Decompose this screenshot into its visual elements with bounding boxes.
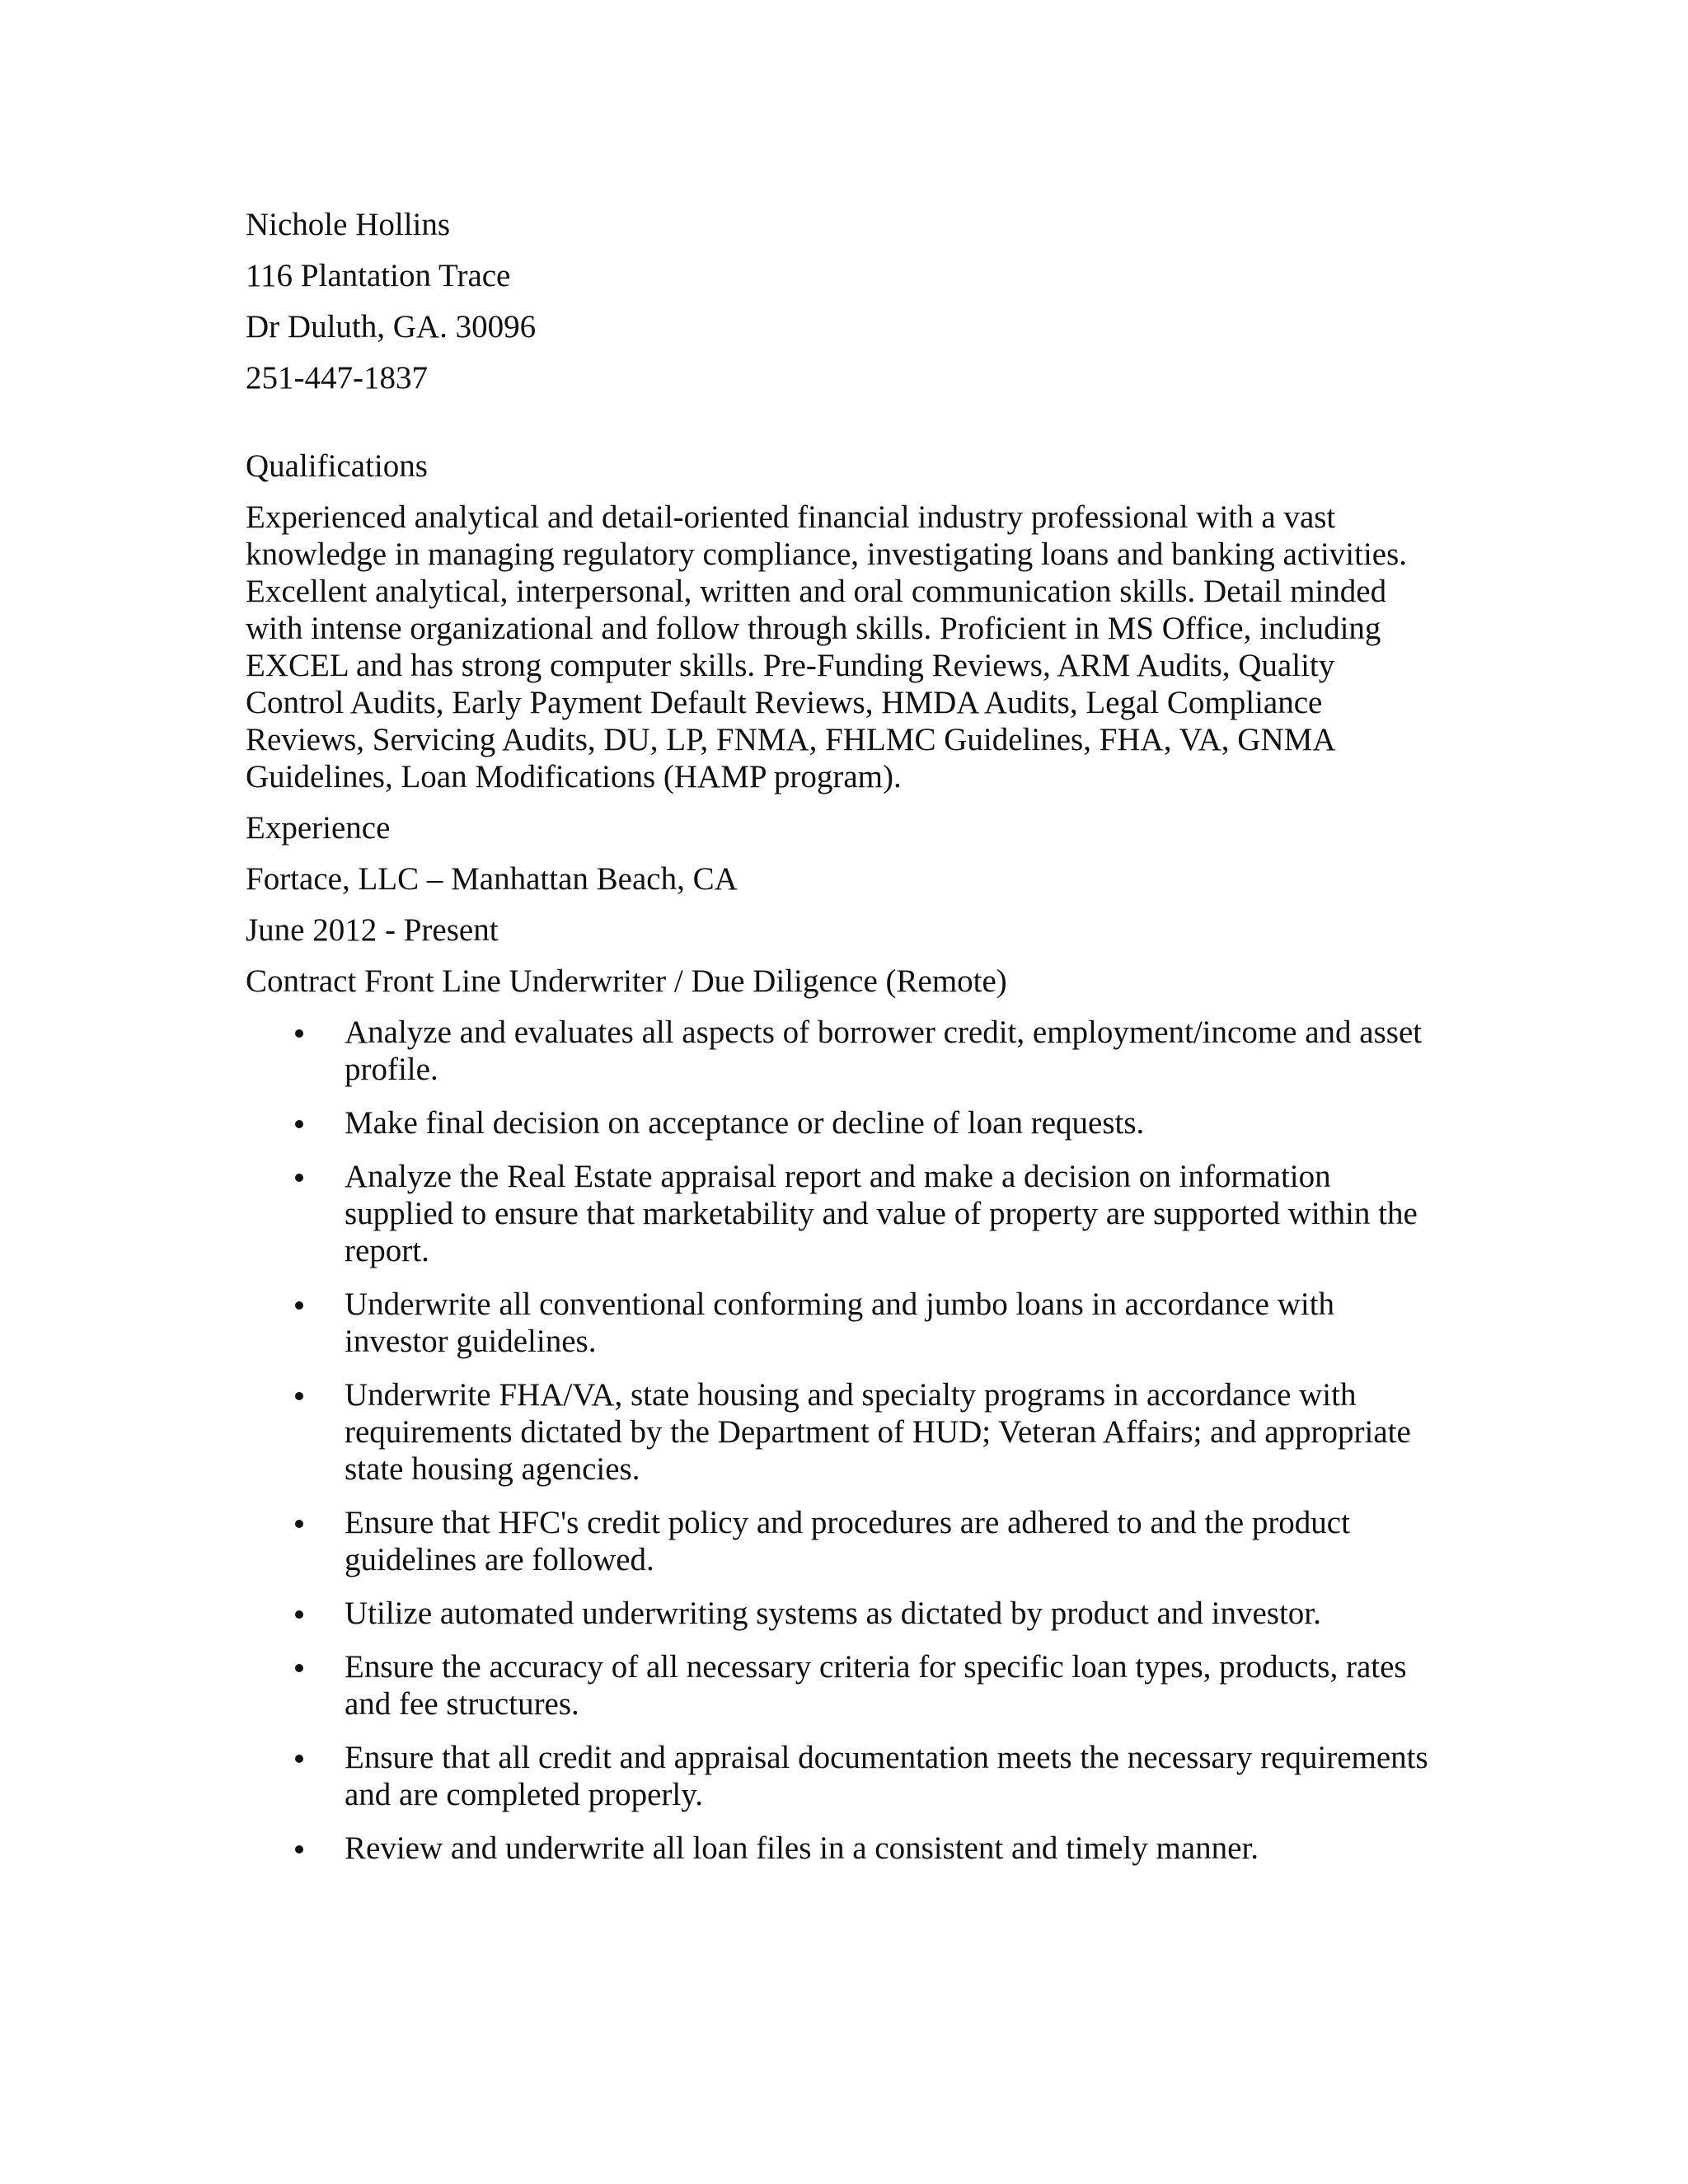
- list-item-text: Ensure that HFC's credit policy and procedures are adhered to and the product guidelines are followed.: [345, 1505, 1350, 1577]
- list-item-text: Make final decision on acceptance or decline of loan requests.: [345, 1105, 1145, 1141]
- contact-address-line2: Dr Duluth, GA. 30096: [246, 309, 537, 344]
- experience-bullet-list: [246, 1014, 1432, 1867]
- list-item-text: Ensure the accuracy of all necessary criteria for specific loan types, products, rates and fee structures.: [345, 1649, 1407, 1722]
- list-item: [246, 1286, 1432, 1360]
- list-item: [246, 1830, 1432, 1867]
- list-item-text: Ensure that all credit and appraisal documentation meets the necessary requirements and are completed properly.: [345, 1740, 1428, 1812]
- list-item: [246, 1739, 1432, 1813]
- list-item-text: Utilize automated underwriting systems as dictated by product and investor.: [345, 1596, 1321, 1631]
- qualifications-heading: Qualifications: [246, 448, 428, 484]
- list-item-text: Analyze and evaluates all aspects of borrower credit, employment/income and asset profile.: [345, 1015, 1423, 1087]
- list-item: [246, 1104, 1432, 1141]
- list-item: [246, 1158, 1432, 1269]
- list-item: [246, 1376, 1432, 1488]
- contact-address-line1: 116 Plantation Trace: [246, 258, 511, 293]
- bullet-icon: [295, 1664, 303, 1672]
- contact-phone: 251-447-1837: [246, 360, 428, 396]
- bullet-icon: [295, 1120, 303, 1128]
- list-item: [246, 1595, 1432, 1632]
- bullet-icon: [295, 1174, 303, 1182]
- list-item-text: Underwrite FHA/VA, state housing and specialty programs in accordance with requirements dictated by the Department of HUD; Veteran Affairs; and appropriate state housing agencies.: [345, 1377, 1411, 1487]
- list-item-text: Analyze the Real Estate appraisal report and make a decision on information supplied to ensure that marketability and value of property are supported within the report.: [345, 1159, 1418, 1268]
- bullet-icon: [295, 1520, 303, 1528]
- list-item: [246, 1648, 1432, 1722]
- bullet-icon: [295, 1845, 303, 1854]
- experience-company: Fortace, LLC – Manhattan Beach, CA: [246, 861, 738, 897]
- bullet-icon: [295, 1392, 303, 1400]
- experience-dates: June 2012 - Present: [246, 912, 499, 948]
- qualifications-text: Experienced analytical and detail-oriented financial industry professional with a vast knowledge in managing regulatory compliance, investigating loans and banking activities. Excellent analytical, interpersonal, written and oral communication skills. Detail minded with intense organizational and follow through skills. Proficient in MS Office, including EXCEL and has strong computer skills. Pre-Funding Reviews, ARM Audits, Quality Control Audits, Early Payment Default Reviews, HMDA Audits, Legal Compliance Reviews, Servicing Audits, DU, LP, FNMA, FHLMC Guidelines, FHA, VA, GNMA Guidelines, Loan Modifications (HAMP program).: [246, 499, 1408, 794]
- experience-job-title: Contract Front Line Underwriter / Due Diligence (Remote): [246, 963, 1007, 999]
- list-item: [246, 1504, 1432, 1578]
- contact-name: Nichole Hollins: [246, 207, 451, 242]
- bullet-icon: [295, 1301, 303, 1310]
- list-item: [246, 1014, 1432, 1088]
- bullet-icon: [295, 1755, 303, 1763]
- resume-content: [246, 206, 1432, 1883]
- bullet-icon: [295, 1610, 303, 1619]
- list-item-text: Review and underwrite all loan files in a consistent and timely manner.: [345, 1830, 1259, 1866]
- list-item-text: Underwrite all conventional conforming and jumbo loans in accordance with investor guidelines.: [345, 1286, 1335, 1359]
- bullet-icon: [295, 1029, 303, 1038]
- experience-heading: Experience: [246, 810, 391, 846]
